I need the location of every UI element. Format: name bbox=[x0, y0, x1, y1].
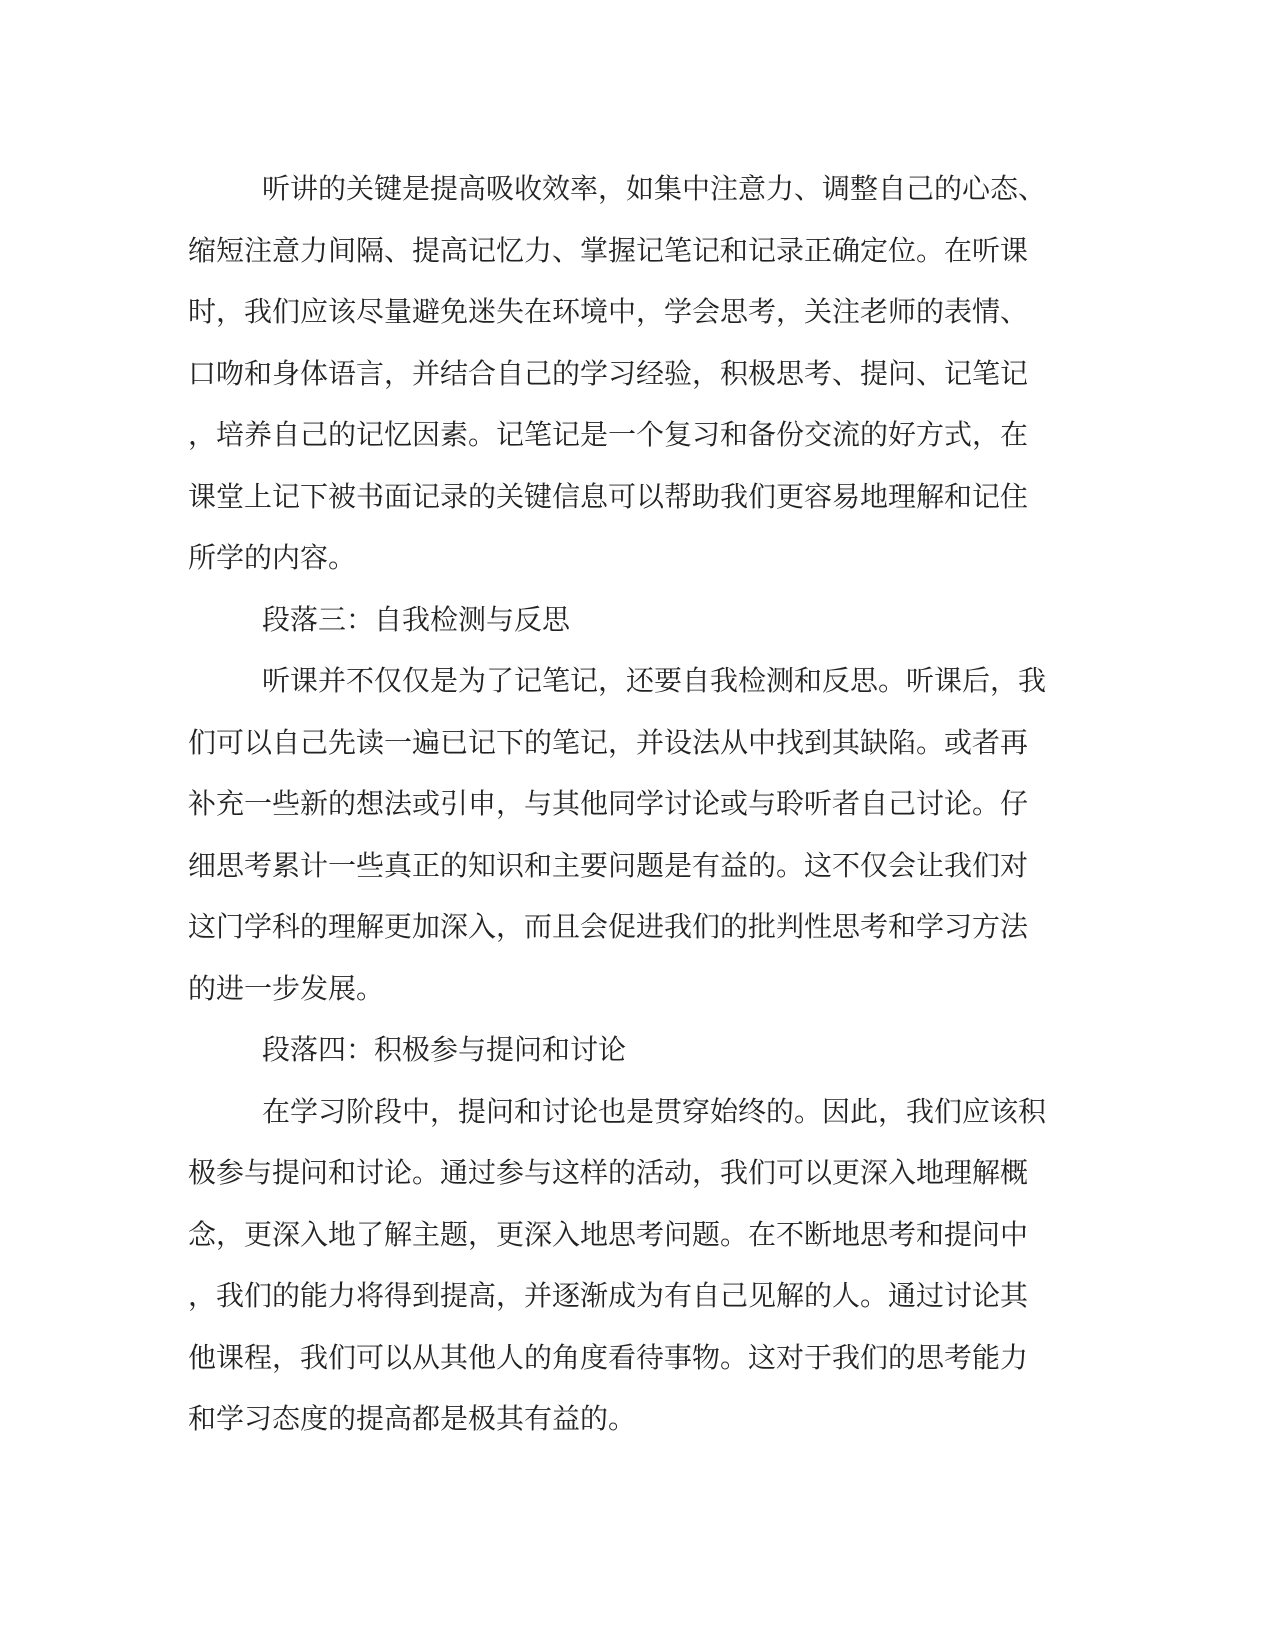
paragraph-self-check bbox=[188, 650, 1088, 1019]
text-line: 在学习阶段中，提问和讨论也是贯穿始终的。因此，我们应该积 bbox=[262, 1094, 1047, 1128]
document-body bbox=[188, 158, 1088, 1450]
text-line: 这门学科的理解更加深入，而且会促进我们的批判性思考和学习方法 bbox=[188, 910, 1029, 943]
text-line: 念，更深入地了解主题，更深入地思考问题。在不断地思考和提问中 bbox=[188, 1217, 1029, 1251]
heading-text: 段落三：自我检测与反思 bbox=[262, 602, 571, 636]
text-line: 口吻和身体语言，并结合自己的学习经验，积极思考、提问、记笔记 bbox=[188, 356, 1029, 390]
text-line: ，培养自己的记忆因素。记笔记是一个复习和备份交流的好方式，在 bbox=[188, 418, 1029, 451]
paragraph-discussion bbox=[188, 1081, 1088, 1450]
text-line: 极参与提问和讨论。通过参与这样的活动，我们可以更深入地理解概 bbox=[188, 1156, 1029, 1189]
text-line: 的进一步发展。 bbox=[188, 971, 385, 1005]
text-line: 细思考累计一些真正的知识和主要问题是有益的。这不仅会让我们对 bbox=[188, 848, 1029, 882]
text-line: 时，我们应该尽量避免迷失在环境中，学会思考，关注老师的表情、 bbox=[188, 295, 1029, 328]
text-line: 们可以自己先读一遍已记下的笔记，并设法从中找到其缺陷。或者再 bbox=[188, 725, 1029, 759]
text-line: ，我们的能力将得到提高，并逐渐成为有自己见解的人。通过讨论其 bbox=[188, 1279, 1029, 1312]
heading-text: 段落四：积极参与提问和讨论 bbox=[262, 1033, 627, 1066]
text-line: 补充一些新的想法或引申，与其他同学讨论或与聆听者自己讨论。仔 bbox=[188, 787, 1029, 820]
text-line: 听课并不仅仅是为了记笔记，还要自我检测和反思。听课后，我 bbox=[262, 664, 1047, 697]
section-heading-3 bbox=[188, 589, 1088, 651]
text-line: 和学习态度的提高都是极其有益的。 bbox=[188, 1402, 637, 1435]
text-line: 课堂上记下被书面记录的关键信息可以帮助我们更容易地理解和记住 bbox=[188, 479, 1029, 513]
section-heading-4 bbox=[188, 1019, 1088, 1081]
text-line: 听讲的关键是提高吸收效率，如集中注意力、调整自己的心态、 bbox=[262, 172, 1047, 205]
text-line: 他课程，我们可以从其他人的角度看待事物。这对于我们的思考能力 bbox=[188, 1340, 1029, 1374]
paragraph-listening-key bbox=[188, 158, 1088, 589]
text-line: 缩短注意力间隔、提高记忆力、掌握记笔记和记录正确定位。在听课 bbox=[188, 233, 1029, 267]
text-line: 所学的内容。 bbox=[188, 541, 357, 574]
